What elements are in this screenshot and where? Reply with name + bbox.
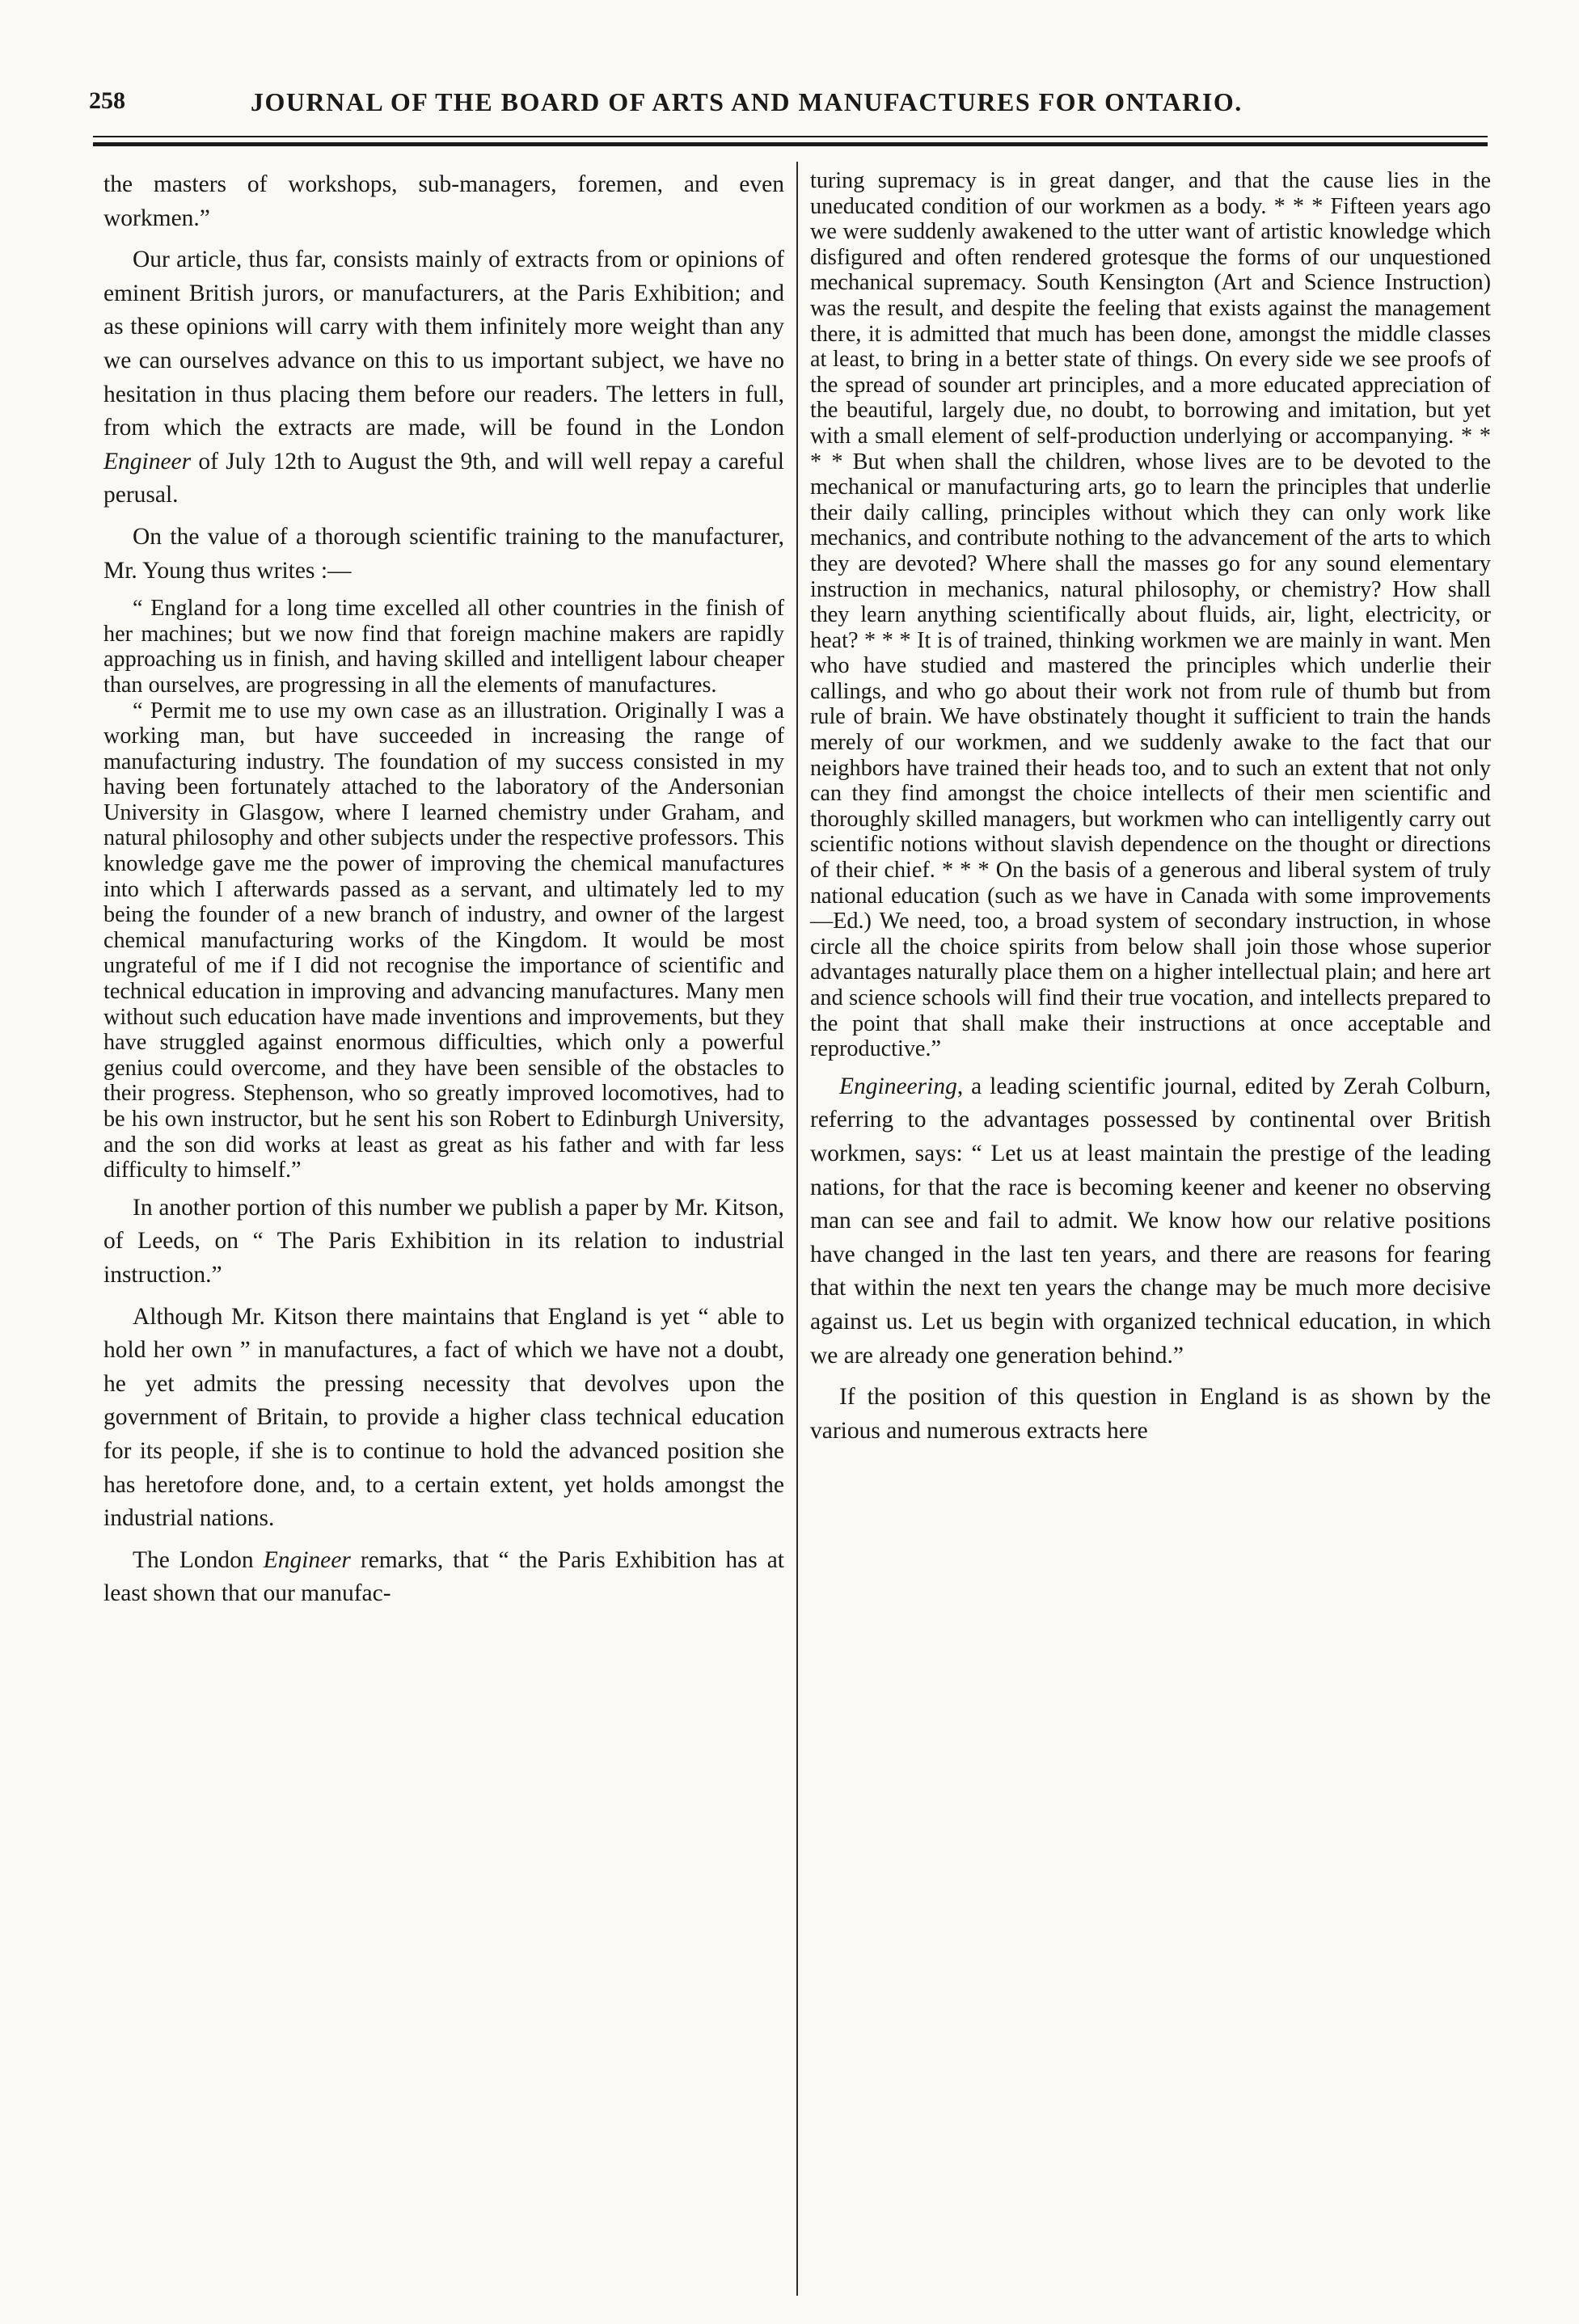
quote-paragraph: “ England for a long time excelled all other countries in the finish of her machines; but we now find that foreign machine makers are rapidly approaching us in finish, and having skilled and intelligent labour cheaper than ourselves, are progressing in all the elements of manufactures. [103, 596, 784, 698]
paragraph: The London Engineer remarks, that “ the Paris Exhibition has at least shown that our manufac- [103, 1546, 785, 1607]
page-number: 258 [89, 87, 125, 114]
left-column [103, 168, 784, 1619]
paragraph: In another portion of this number we publish a paper by Mr. Kitson, of Leeds, on “ The Paris Exhibition in its relation to industrial instruction.” [103, 1194, 784, 1288]
paragraph: the masters of workshops, sub-managers, foremen, and even workmen.” [103, 171, 784, 231]
journal-title: JOURNAL OF THE BOARD OF ARTS AND MANUFACTURES FOR ONTARIO. [251, 87, 1243, 116]
quote-paragraph: “ Permit me to use my own case as an illustration. Originally I was a working man, but have succeeded in increasing the range of manufacturing industry. The foundation of my success consisted in my having been fortunately attached to the laboratory of the Andersonian University in Glasgow, where I learned chemistry under Graham, and natural philosophy and other subjects under the respective professors. This knowledge gave me the power of improving the chemical manufactures into which I afterwards passed as a servant, and ultimately led to my being the founder of a new branch of industry, and owner of the largest chemical manufacturing works of the Kingdom. It would be most ungrateful of me if I did not recognise the importance of scientific and technical education in improving and advancing manufactures. Many men without such education have made inventions and improvements, but they have struggled against enormous difficulties, which only a powerful genius could overcome, and they have been sensible of the obstacles to their progress. Stephenson, who so greatly improved locomotives, had to be his own instructor, but he sent his son Robert to Edinburgh University, and the son did works at least as great as his father and with far less difficulty to himself.” [103, 698, 784, 1183]
paragraph: On the value of a thorough scientific training to the manufacturer, Mr. Young thus writes :— [103, 523, 784, 584]
page-header [89, 87, 1488, 128]
quote-paragraph: turing supremacy is in great danger, and that the cause lies in the uneducated condition of our workmen as a body. * * * Fifteen years ago we were suddenly awakened to the utter want of artistic knowledge which disfigured and often rendered grotesque the forms of our unquestioned mechanical supremacy. South Kensington (Art and Science Instruction) was the result, and despite the feeling that exists against the management there, it is admitted that much has been done, amongst the middle classes at least, to bring in a better state of things. On every side we see proofs of the spread of sounder art principles, and a more educated appreciation of the beautiful, largely due, no doubt, to borrowing and imitation, but yet with a small element of self-production underlying or accompanying. * * * * But when shall the children, whose lives are to be devoted to the mechanical or manufacturing arts, go to learn the principles that underlie their daily calling, principles without which they can only work like mechanics, and contribute nothing to the advancement of the arts to which they are devoted? Where shall the masses go for any sound elementary instruction in mechanics, natural philosophy, or chemistry? How shall they learn anything scientifically about fluids, air, light, electricity, or heat? * * * It is of trained, thinking workmen we are mainly in want. Men who have studied and mastered the principles which underlie their callings, and who go about their work not from rule of thumb but from rule of brain. We have obstinately thought it sufficient to train the hands merely of our workmen, and we suddenly awake to the fact that our neighbors have trained their heads too, and to such an extent that not only can they find amongst the choice intellects of their men scientific and thoroughly skilled managers, but workmen who can intelligently carry out scientific notions without slavish dependence on the thought or directions of their chief. * * * On the basis of a generous and liberal system of truly national education (such as we have in Canada with some improvements—Ed.) We need, too, a broad system of secondary instruction, in whose circle all the choice spirits from below shall join those whose superior advantages naturally place them on a higher intellectual plain; and here art and science schools will find their true vocation, and intellects prepared to the point that shall make their instructions at once acceptable and reproductive.” [810, 168, 1491, 1062]
paragraph: Engineering, a leading scientific journal, edited by Zerah Colburn, referring to the advantages possessed by continental over British workmen, says: “ Let us at least maintain the prestige of the leading nations, for that the race is becoming keener and keener no observing man can see and fail to admit. We know how our relative positions have changed in the last ten years, and there are reasons for fearing that within the next ten years the change may be much more decisive against us. Let us begin with organized technical education, in which we are already one generation behind.” [810, 1073, 1491, 1369]
publication-name: Engineer [263, 1546, 351, 1573]
right-column [810, 168, 1491, 1456]
column-divider [796, 162, 798, 2296]
paragraph: If the position of this question in England is as shown by the various and numerous extracts here [810, 1384, 1491, 1444]
publication-name: Engineering [839, 1073, 957, 1099]
header-rule-thin [93, 136, 1488, 137]
publication-name: Engineer [103, 448, 192, 475]
paragraph: Our article, thus far, consists mainly of extracts from or opinions of eminent British jurors, or manufacturers, at the Paris Exhibition; and as these opinions will carry with them infinitely more weight than any we can ourselves advance on this to us important subject, we have no hesitation in thus placing them before our readers. The letters in full, from which the extracts are made, will be found in the London Engineer of July 12th to August the 9th, and will well repay a careful perusal. [103, 247, 784, 508]
paragraph: Although Mr. Kitson there maintains that England is yet “ able to hold her own ” in manufactures, a fact of which we have not a doubt, he yet admits the pressing necessity that devolves upon the government of Britain, to provide a higher class technical education for its people, if she is to continue to hold the advanced position she has heretofore done, and, to a certain extent, yet holds amongst the industrial nations. [103, 1303, 784, 1532]
header-rule-thick [93, 142, 1488, 146]
